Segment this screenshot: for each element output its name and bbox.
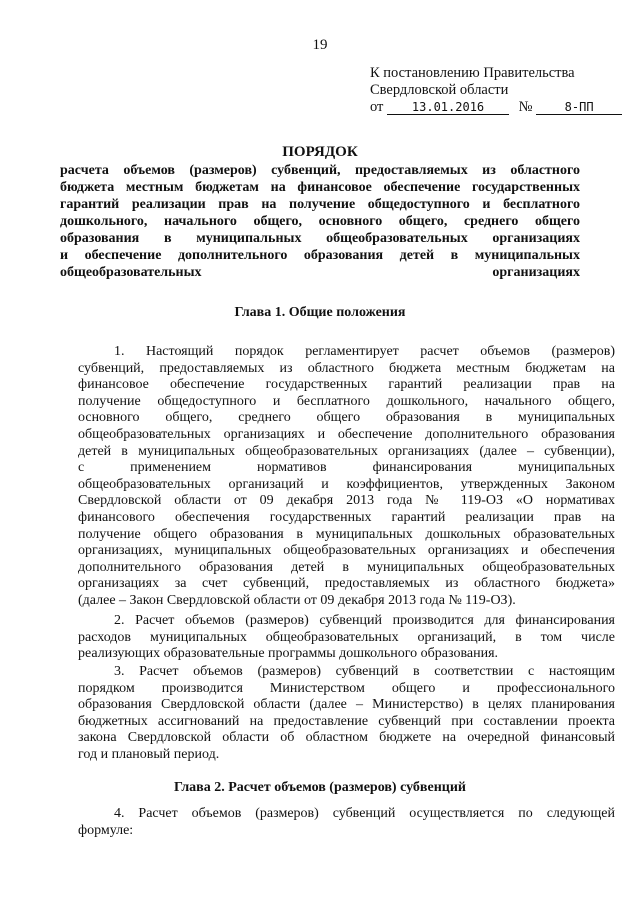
- title-line: бюджета местным бюджетам на финансовое обеспечение государственных: [60, 180, 580, 195]
- paragraph-line: (далее – Закон Свердловской области от 09 декабря 2013 года № 119-ОЗ).: [78, 592, 516, 608]
- title-line: гарантий реализации прав на получение общедоступного и бесплатного: [60, 197, 580, 212]
- title-line: образования в муниципальных общеобразовательных организациях: [60, 231, 580, 246]
- paragraph-3: [78, 664, 615, 764]
- paragraph-line: Свердловской области от 09 декабря 2013 года № 119-ОЗ «О нормативах: [78, 493, 615, 509]
- page-number: 19: [312, 37, 328, 53]
- paragraph-line: 4. Расчет объемов (размеров) субвенций осуществляется по следующей: [114, 806, 615, 821]
- paragraph-line: финансового обеспечения государственных гарантий реализации прав на: [78, 509, 615, 525]
- paragraph-line: детей в муниципальных общеобразовательных организациях (далее – субвенции),: [78, 443, 615, 459]
- paragraph-line: реализующих образовательные программы дошкольного образования.: [78, 646, 499, 662]
- document-title-main: ПОРЯДОК: [282, 144, 358, 160]
- stamp-line-2: Свердловской области: [370, 82, 509, 98]
- paragraph-line: закона Свердловской области об областном бюджете на очередной финансовый: [78, 730, 615, 746]
- paragraph-1: [78, 344, 615, 610]
- paragraph-line: дополнительного образования детей в муниципальных общеобразовательных: [78, 559, 615, 575]
- paragraph-line: основного общего, среднего общего образования в муниципальных: [78, 410, 615, 426]
- paragraph-line: организациях, муниципальных общеобразовательных организациях и обеспечения: [78, 543, 615, 559]
- paragraph-line: с применением нормативов финансирования муниципальных: [78, 460, 615, 476]
- document-title: [60, 144, 580, 281]
- approval-stamp: [370, 65, 622, 116]
- stamp-date-value: 13.01.2016: [387, 101, 509, 115]
- paragraph-line: получение общедоступного и бесплатного дошкольного, начального общего,: [78, 393, 615, 409]
- paragraph-line: общеобразовательных организаций и коэффициентов, утвержденных Законом: [78, 476, 615, 492]
- title-line: общеобразовательных организациях: [60, 265, 580, 280]
- chapter-1-heading: Глава 1. Общие положения: [234, 305, 406, 320]
- paragraph-line: субвенций, предоставляемых из областного бюджета местным бюджетам на: [78, 360, 615, 376]
- paragraph-2: [78, 613, 615, 663]
- title-line: дошкольного, начального общего, основного общего, среднего общего: [60, 214, 580, 229]
- paragraph-line: 2. Расчет объемов (размеров) субвенций производится для финансирования: [114, 613, 615, 628]
- stamp-number-label: №: [518, 99, 533, 115]
- title-line: расчета объемов (размеров) субвенций, предоставляемых из областного: [60, 163, 580, 178]
- stamp-date-row: [370, 99, 622, 116]
- stamp-from-label: от: [370, 99, 384, 115]
- paragraph-line: 3. Расчет объемов (размеров) субвенций в соответствии с настоящим: [114, 664, 615, 679]
- stamp-line-1: К постановлению Правительства: [370, 65, 575, 81]
- paragraph-line: организациях за счет субвенций, предоставляемых из областного бюджета»: [78, 576, 615, 592]
- paragraph-line: порядком производится Министерством общего и профессионального: [78, 680, 615, 696]
- paragraph-line: образования Свердловской области (далее – Министерство) в целях планирования: [78, 697, 615, 713]
- paragraph-line: расходов муниципальных общеобразовательных организаций, в том числе: [78, 629, 615, 645]
- paragraph-line: год и плановый период.: [78, 746, 220, 762]
- paragraph-line: получение общего образования в муниципальных дошкольных образовательных: [78, 526, 615, 542]
- paragraph-line: общеобразовательных организациях и обеспечение дополнительного образования: [78, 426, 615, 442]
- stamp-number-value: 8-ПП: [536, 101, 622, 115]
- paragraph-4: [78, 806, 615, 839]
- paragraph-line: формуле:: [78, 822, 134, 838]
- paragraph-line: бюджетных ассигнований на предоставление субвенций при составлении проекта: [78, 713, 615, 729]
- chapter-2-heading: Глава 2. Расчет объемов (размеров) субвенций: [174, 780, 466, 795]
- paragraph-line: 1. Настоящий порядок регламентирует расчет объемов (размеров): [114, 344, 615, 359]
- title-line: и обеспечение дополнительного образования детей в муниципальных: [60, 248, 580, 263]
- paragraph-line: финансовое обеспечение государственных гарантий реализации прав на: [78, 377, 615, 393]
